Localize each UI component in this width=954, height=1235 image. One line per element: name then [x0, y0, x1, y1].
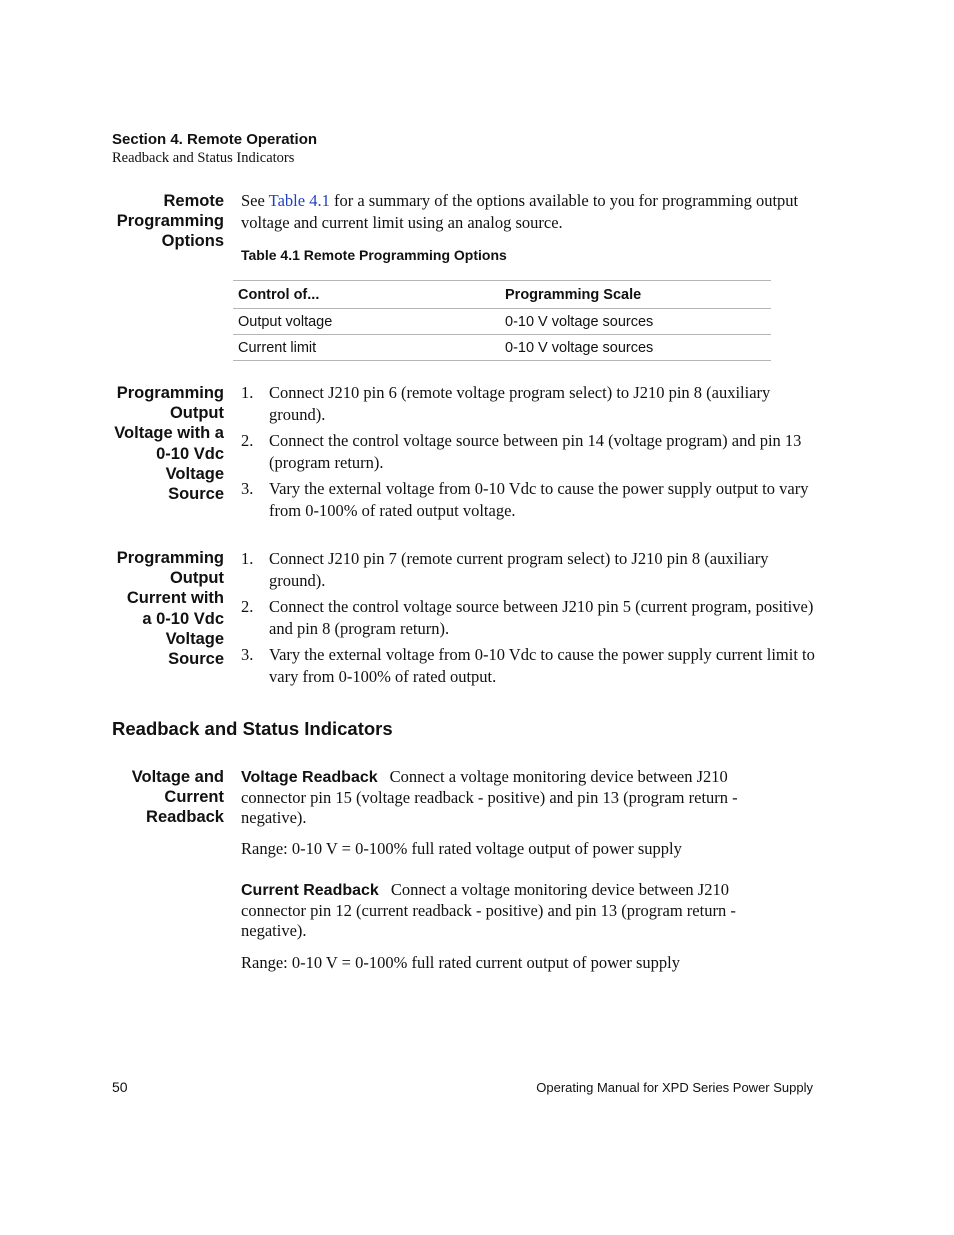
prog-voltage-heading	[100, 383, 224, 504]
table-header-row	[233, 281, 771, 309]
list-item	[241, 644, 816, 687]
heading-line: Programming	[116, 549, 224, 567]
readback-heading	[100, 767, 224, 828]
table-4-1-link[interactable]: Table 4.1	[268, 191, 330, 210]
readback-section-title: Readback and Status Indicators	[112, 718, 393, 739]
prog-current-steps	[241, 548, 816, 687]
step-text: Connect J210 pin 6 (remote voltage program select) to J210 pin 8 (auxiliary ground).	[269, 383, 771, 424]
step-number: 2.	[241, 431, 254, 450]
heading-line: Current with	[126, 589, 224, 608]
current-readback-text: Connect a voltage monitoring device between J210 connector pin 12 (current readback - positive) and pin 13 (program return - negative).	[241, 880, 736, 940]
step-number: 3.	[241, 479, 254, 498]
heading-line: Voltage with a	[114, 424, 224, 443]
prog-current-heading	[100, 548, 224, 669]
step-text: Vary the external voltage from 0-10 Vdc to cause the power supply current limit to vary from 0-100% of rated output.	[269, 645, 815, 686]
heading-line: Current	[164, 788, 224, 807]
heading-line: Source	[168, 485, 224, 504]
voltage-readback-text: Connect a voltage monitoring device between J210 connector pin 15 (voltage readback - positive) and pin 13 (program return - negative).	[241, 767, 738, 827]
step-text: Connect the control voltage source between J210 pin 5 (current program, positive) and pin 8 (program return).	[269, 597, 814, 638]
heading-line: Output	[169, 404, 224, 423]
voltage-range: Range: 0-10 V = 0-100% full rated voltage output of power supply	[241, 839, 682, 858]
step-number: 2.	[241, 597, 254, 616]
heading-line: Readback	[146, 808, 224, 827]
list-item	[241, 596, 816, 639]
remote-options-intro	[241, 190, 816, 233]
list-item	[241, 478, 816, 521]
footer-doc-title: Operating Manual for XPD Series Power Supply	[536, 1080, 813, 1095]
remote-options-table	[233, 280, 771, 361]
heading-line: a 0-10 Vdc	[142, 609, 224, 628]
heading-line: Voltage and	[131, 768, 224, 786]
table-caption: Table 4.1 Remote Programming Options	[241, 247, 507, 263]
section-header: Section 4. Remote Operation	[112, 131, 318, 148]
table-row	[233, 335, 771, 361]
heading-line: 0-10 Vdc	[156, 444, 224, 463]
step-number: 1.	[241, 383, 254, 402]
table-cell: 0-10 V voltage sources	[505, 313, 654, 330]
current-range: Range: 0-10 V = 0-100% full rated current output of power supply	[241, 953, 680, 972]
table-header-cell: Control of...	[238, 286, 320, 303]
list-item	[241, 382, 816, 425]
current-readback-label: Current Readback	[241, 882, 379, 899]
heading-line: Source	[168, 650, 224, 669]
heading-line: Options	[161, 232, 224, 251]
step-text: Connect the control voltage source between pin 14 (voltage program) and pin 13 (program return).	[269, 431, 802, 472]
list-item	[241, 548, 816, 591]
step-text: Connect J210 pin 7 (remote current program select) to J210 pin 8 (auxiliary ground).	[269, 549, 769, 590]
intro-text: See	[241, 191, 269, 210]
table-cell: 0-10 V voltage sources	[505, 339, 654, 356]
table-cell: Output voltage	[238, 313, 333, 330]
heading-line: Programming	[116, 212, 224, 231]
step-text: Vary the external voltage from 0-10 Vdc to cause the power supply output to vary from 0-100% of rated output voltage.	[269, 479, 809, 520]
table-row	[233, 309, 771, 335]
voltage-readback-paragraph	[241, 767, 766, 827]
page-number: 50	[112, 1079, 128, 1095]
table-cell: Current limit	[238, 339, 317, 356]
step-number: 3.	[241, 645, 254, 664]
list-item	[241, 430, 816, 473]
remote-options-heading	[100, 191, 224, 252]
intro-text: for a summary of the options available to you for programming output voltage and current limit using an analog source.	[241, 191, 799, 232]
heading-line: Remote	[163, 192, 224, 210]
heading-line: Voltage	[165, 629, 224, 648]
current-readback-paragraph	[241, 880, 766, 940]
heading-line: Programming	[116, 384, 224, 402]
heading-line: Output	[169, 569, 224, 588]
table-header-cell: Programming Scale	[505, 286, 642, 303]
prog-voltage-steps	[241, 382, 816, 521]
heading-line: Voltage	[165, 464, 224, 483]
step-number: 1.	[241, 549, 254, 568]
subsection-header: Readback and Status Indicators	[112, 150, 295, 166]
voltage-readback-label: Voltage Readback	[241, 769, 378, 786]
